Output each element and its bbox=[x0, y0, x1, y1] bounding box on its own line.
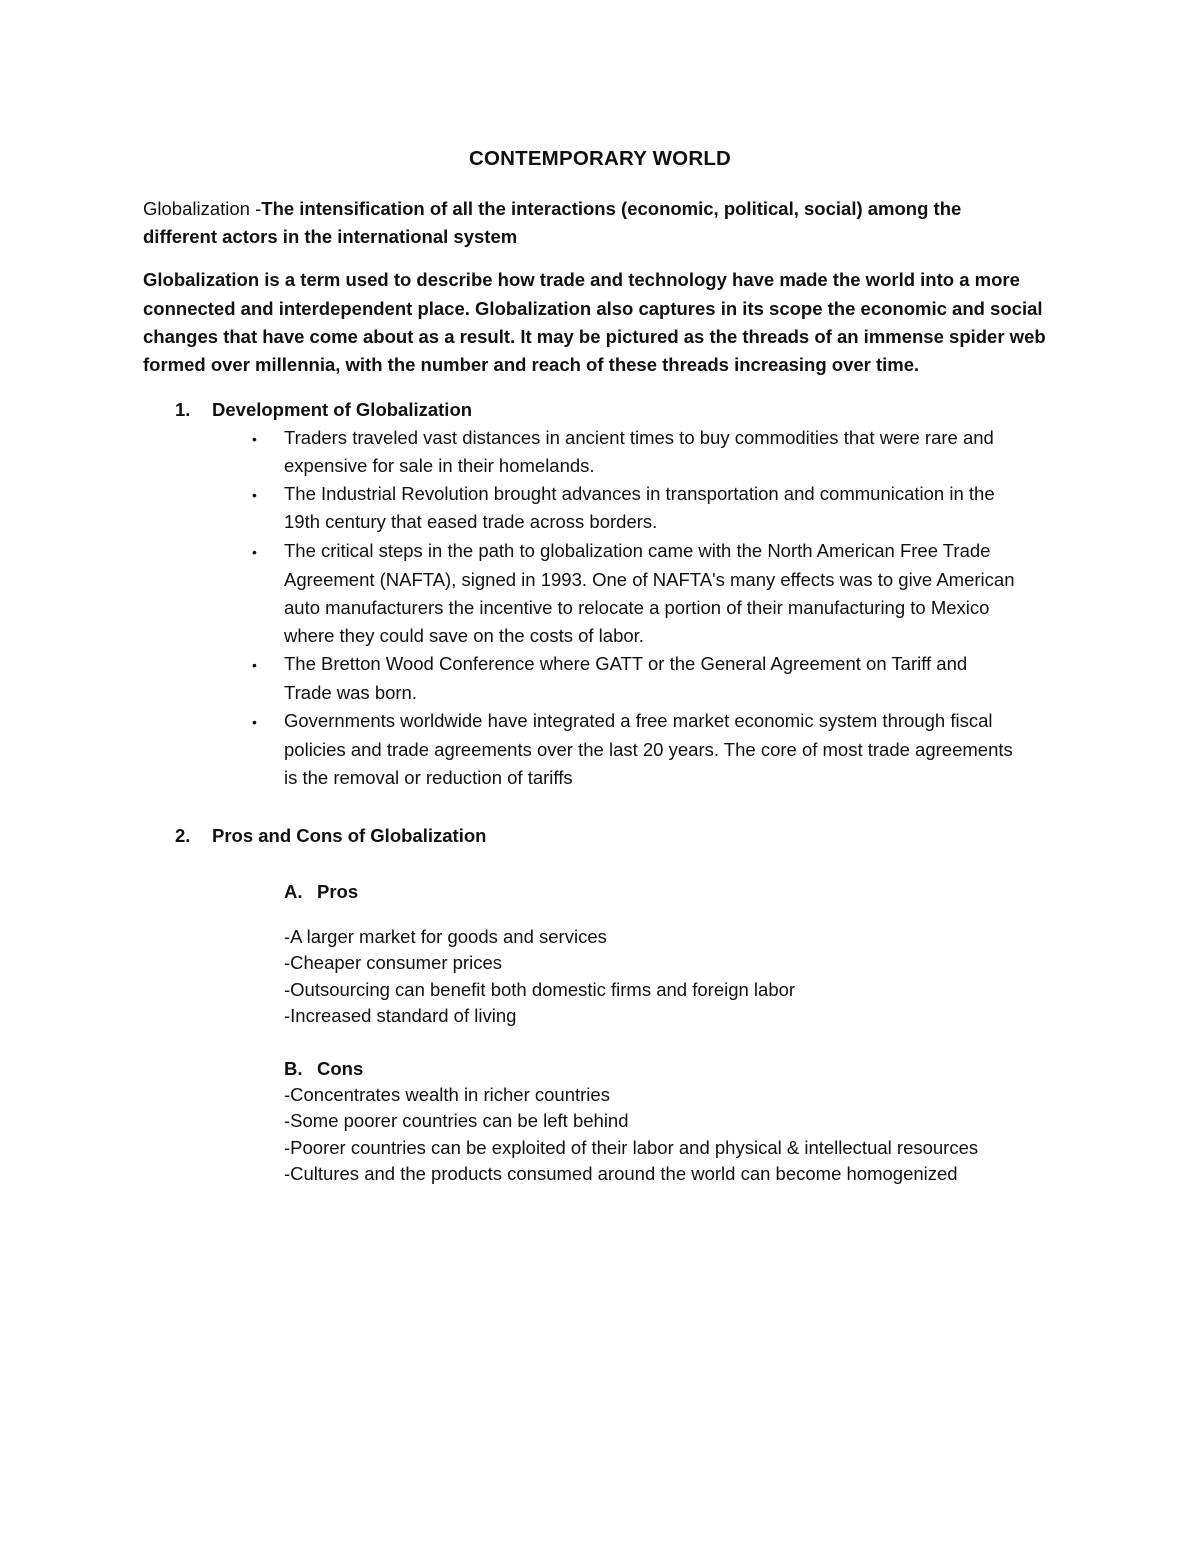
pros-item: -Increased standard of living bbox=[284, 1005, 517, 1026]
definition-text-2: different actors in the international system bbox=[143, 226, 518, 247]
bullet-line: where they could save on the costs of labor. bbox=[284, 625, 644, 646]
page-title: CONTEMPORARY WORLD bbox=[468, 147, 732, 170]
cons-letter: B. bbox=[284, 1058, 303, 1079]
bullet-line: Trade was born. bbox=[284, 682, 417, 703]
section-2-heading: Pros and Cons of Globalization bbox=[212, 825, 487, 846]
bullet-line: auto manufacturers the incentive to relocate a portion of their manufacturing to Mexico bbox=[284, 597, 990, 618]
pros-item: -Cheaper consumer prices bbox=[284, 952, 502, 973]
cons-item: -Concentrates wealth in richer countries bbox=[284, 1084, 610, 1105]
cons-heading: Cons bbox=[317, 1058, 364, 1079]
cons-item: -Cultures and the products consumed around the world can become homogenized bbox=[284, 1163, 958, 1184]
intro-line: changes that have come about as a result. It may be pictured as the threads of an immense spider web bbox=[143, 326, 1046, 347]
cons-item: -Poorer countries can be exploited of their labor and physical & intellectual resources bbox=[284, 1137, 979, 1158]
intro-line: Globalization is a term used to describe how trade and technology have made the world into a more bbox=[143, 269, 1020, 290]
pros-item: -Outsourcing can benefit both domestic firms and foreign labor bbox=[284, 979, 796, 1000]
bullet-line: Agreement (NAFTA), signed in 1993. One of NAFTA's many effects was to give American bbox=[284, 569, 1015, 590]
bullet-icon: • bbox=[252, 544, 257, 560]
bullet-line: Governments worldwide have integrated a free market economic system through fiscal bbox=[284, 710, 993, 731]
intro-line: formed over millennia, with the number and reach of these threads increasing over time. bbox=[143, 354, 920, 375]
bullet-line: is the removal or reduction of tariffs bbox=[284, 767, 573, 788]
definition-term: Globalization - bbox=[143, 198, 262, 219]
definition-line-1 bbox=[143, 195, 961, 223]
cons-item: -Some poorer countries can be left behind bbox=[284, 1110, 629, 1131]
bullet-line: The Bretton Wood Conference where GATT or the General Agreement on Tariff and bbox=[284, 653, 968, 674]
bullet-line: expensive for sale in their homelands. bbox=[284, 455, 595, 476]
bullet-line: 19th century that eased trade across borders. bbox=[284, 511, 658, 532]
pros-item: -A larger market for goods and services bbox=[284, 926, 607, 947]
bullet-line: The critical steps in the path to globalization came with the North American Free Trade bbox=[284, 540, 991, 561]
intro-line: connected and interdependent place. Globalization also captures in its scope the economic and social bbox=[143, 298, 1043, 319]
bullet-line: The Industrial Revolution brought advances in transportation and communication in the bbox=[284, 483, 995, 504]
pros-heading: Pros bbox=[317, 881, 359, 902]
section-2-number: 2. bbox=[175, 825, 191, 846]
bullet-icon: • bbox=[252, 657, 257, 673]
bullet-line: policies and trade agreements over the last 20 years. The core of most trade agreements bbox=[284, 739, 1013, 760]
pros-letter: A. bbox=[284, 881, 303, 902]
section-1-heading: Development of Globalization bbox=[212, 399, 473, 420]
bullet-icon: • bbox=[252, 431, 257, 447]
definition-text-1: The intensification of all the interactions (economic, political, social) among the bbox=[261, 198, 962, 219]
bullet-line: Traders traveled vast distances in ancient times to buy commodities that were rare and bbox=[284, 427, 994, 448]
bullet-icon: • bbox=[252, 714, 257, 730]
bullet-icon: • bbox=[252, 487, 257, 503]
section-1-number: 1. bbox=[175, 399, 191, 420]
